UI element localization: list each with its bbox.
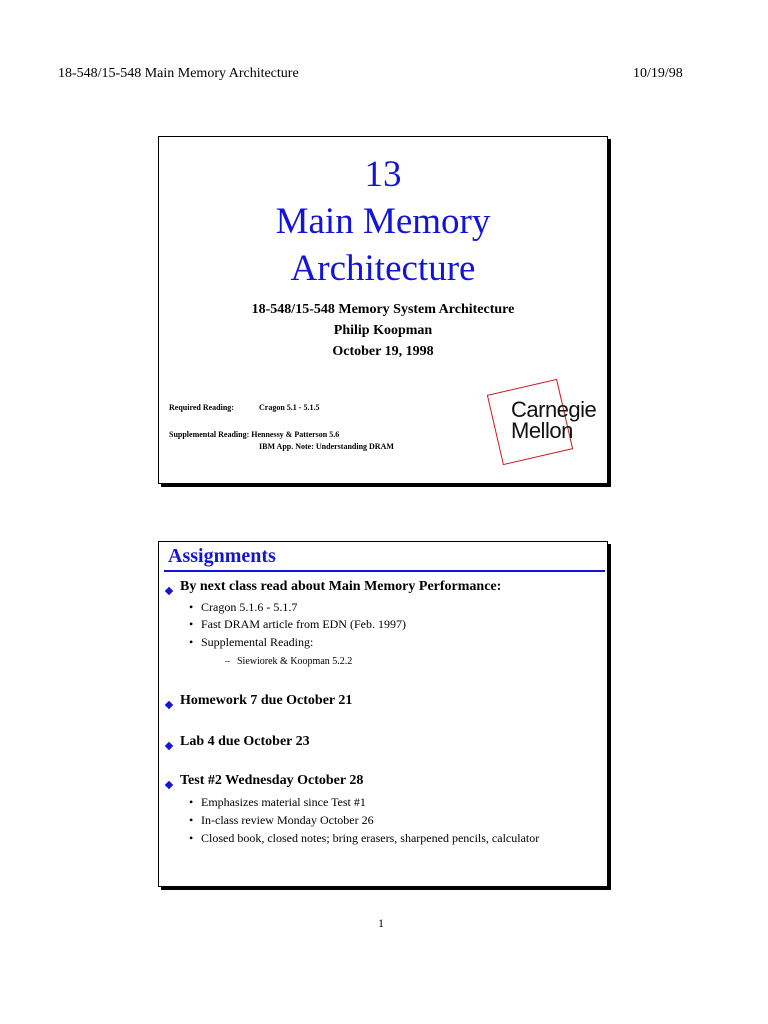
bullet-item: Test #2 Wednesday October 28	[180, 773, 364, 788]
logo-word: Mellon	[511, 418, 573, 443]
required-reading-value: Cragon 5.1 - 5.1.5	[259, 403, 320, 412]
logo-word: Carnegie	[511, 397, 597, 422]
supplemental-reading: Supplemental Reading: Hennessy & Patterson 5.6	[169, 430, 340, 439]
slide-title-line: Architecture	[290, 248, 476, 289]
page-header-title: 18-548/15-548 Main Memory Architecture	[58, 66, 299, 81]
slide-subtitle	[159, 299, 607, 362]
sub-bullet-item: • In-class review Monday October 26	[201, 813, 374, 828]
course-name: 18-548/15-548 Memory System Architecture	[251, 302, 515, 317]
sub-sub-bullet-item: – Siewiorek & Koopman 5.2.2	[237, 656, 352, 667]
bullet-item: Homework 7 due October 21	[180, 693, 353, 708]
sub-bullet-item: • Supplemental Reading:	[201, 635, 313, 650]
diamond-bullet-icon	[165, 701, 173, 709]
diamond-bullet-icon	[165, 781, 173, 789]
slide-number: 13	[364, 154, 402, 195]
required-reading-label: Required Reading:	[169, 403, 234, 412]
bullet-item: Lab 4 due October 23	[180, 734, 310, 749]
sub-bullet-item: • Closed book, closed notes; bring erasers, sharpened pencils, calculator	[201, 831, 539, 846]
author-name: Philip Koopman	[333, 323, 433, 338]
supplemental-reading-extra: IBM App. Note: Understanding DRAM	[259, 442, 394, 451]
slide-title	[159, 151, 607, 292]
slide-title: Assignments	[168, 545, 276, 567]
title-slide	[158, 136, 608, 484]
page-number: 1	[378, 916, 384, 930]
diamond-bullet-icon	[165, 587, 173, 595]
lecture-date: October 19, 1998	[332, 344, 434, 359]
slide-title-line: Main Memory	[275, 201, 491, 242]
bullet-item: By next class read about Main Memory Performance:	[180, 579, 502, 594]
cmu-logo	[511, 399, 596, 441]
title-divider	[164, 570, 605, 572]
page-header-date: 10/19/98	[633, 66, 683, 81]
sub-bullet-item: • Emphasizes material since Test #1	[201, 795, 366, 810]
sub-bullet-item: • Cragon 5.1.6 - 5.1.7	[201, 600, 297, 615]
assignments-slide	[158, 541, 608, 887]
diamond-bullet-icon	[165, 742, 173, 750]
sub-bullet-item: • Fast DRAM article from EDN (Feb. 1997)	[201, 617, 406, 632]
